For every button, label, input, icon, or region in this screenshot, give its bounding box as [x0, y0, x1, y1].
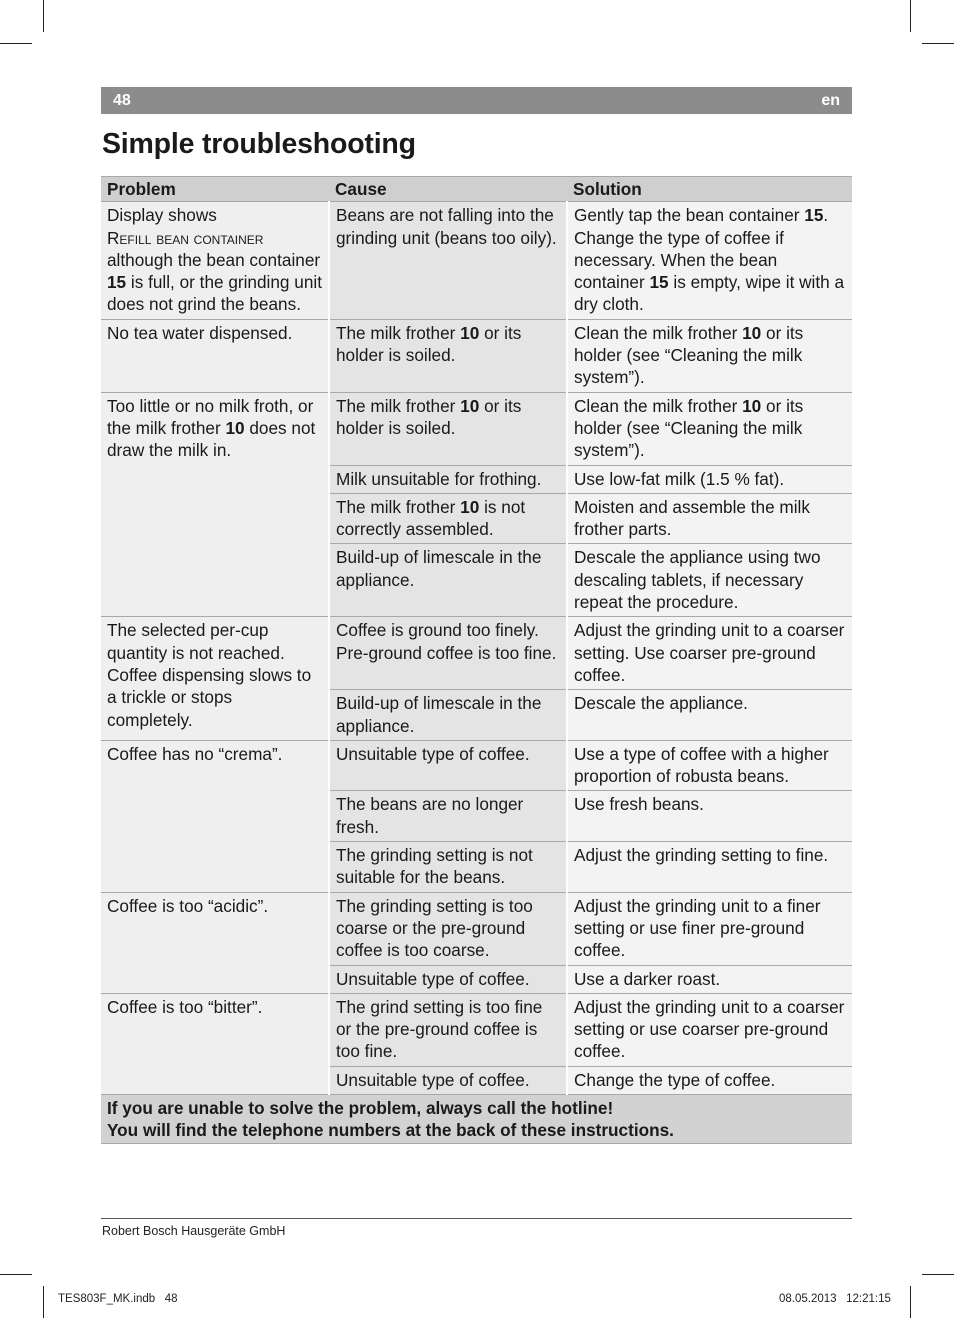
solution-cell: Adjust the grinding unit to a coarser setting or use coarser pre-ground coffee. [567, 993, 852, 1066]
cause-cell: The grinding setting is not suitable for the beans. [329, 842, 567, 893]
column-header-problem: Problem [101, 177, 329, 202]
cause-cell: The milk frother 10 or its holder is soiled. [329, 392, 567, 465]
cause-cell: Unsuitable type of coffee. [329, 740, 567, 791]
cause-cell: The grinding setting is too coarse or the pre-ground coffee is too coarse. [329, 892, 567, 965]
crop-mark [910, 0, 911, 32]
problem-cell: The selected per-cup quantity is not reached. Coffee dispensing slows to a trickle or stops completely. [101, 617, 329, 740]
crop-mark [43, 0, 44, 32]
cause-cell: Unsuitable type of coffee. [329, 965, 567, 993]
cause-cell: The milk frother 10 or its holder is soiled. [329, 319, 567, 392]
table-row [101, 617, 852, 690]
cause-cell: Coffee is ground too finely. Pre-ground coffee is too fine. [329, 617, 567, 690]
cause-cell: Beans are not falling into the grinding unit (beans too oily). [329, 202, 567, 319]
language-code: en [821, 92, 840, 109]
page-title: Simple troubleshooting [102, 128, 416, 160]
print-file-info: TES803F_MK.indb 48 [58, 1293, 178, 1305]
problem-cell: Coffee is too “acidic”. [101, 892, 329, 993]
solution-cell: Adjust the grinding unit to a finer setting or use finer pre-ground coffee. [567, 892, 852, 965]
print-timestamp: 08.05.2013 12:21:15 [779, 1293, 891, 1305]
solution-cell: Clean the milk frother 10 or its holder (see “Cleaning the milk system”). [567, 319, 852, 392]
solution-cell: Descale the appliance. [567, 690, 852, 741]
problem-cell: Display shows Refill bean container although the bean container 15 is full, or the grinding unit does not grind the beans. [101, 202, 329, 319]
cause-cell: Build-up of limescale in the appliance. [329, 690, 567, 741]
hotline-row [101, 1094, 852, 1143]
solution-cell: Use a type of coffee with a higher proportion of robusta beans. [567, 740, 852, 791]
display-message: Refill bean container [107, 227, 264, 248]
table-row [101, 202, 852, 319]
troubleshooting-table [101, 176, 852, 1144]
crop-mark [922, 43, 954, 44]
solution-cell: Use a darker roast. [567, 965, 852, 993]
column-header-solution: Solution [567, 177, 852, 202]
table-row [101, 392, 852, 465]
crop-mark [0, 1274, 32, 1275]
cause-cell: The milk frother 10 is not correctly assembled. [329, 493, 567, 544]
cause-cell: The grind setting is too fine or the pre-ground coffee is too fine. [329, 993, 567, 1066]
table-row [101, 892, 852, 965]
table-row [101, 993, 852, 1066]
solution-cell: Moisten and assemble the milk frother parts. [567, 493, 852, 544]
company-name: Robert Bosch Hausgeräte GmbH [102, 1224, 286, 1238]
solution-cell: Adjust the grinding unit to a coarser setting. Use coarser pre-ground coffee. [567, 617, 852, 690]
solution-cell: Descale the appliance using two descaling tablets, if necessary repeat the procedure. [567, 544, 852, 617]
crop-mark [910, 1286, 911, 1318]
table-header-row [101, 177, 852, 202]
solution-cell: Gently tap the bean container 15. Change the type of coffee if necessary. When the bean container 15 is empty, wipe it with a dry cloth. [567, 202, 852, 319]
footer-divider [101, 1218, 852, 1219]
problem-cell: Too little or no milk froth, or the milk frother 10 does not draw the milk in. [101, 392, 329, 617]
crop-mark [0, 43, 32, 44]
hotline-note: If you are unable to solve the problem, always call the hotline! You will find the telephone numbers at the back of these instructions. [101, 1094, 852, 1143]
problem-cell: Coffee has no “crema”. [101, 740, 329, 892]
cause-cell: Milk unsuitable for frothing. [329, 465, 567, 493]
page-header-bar [101, 87, 852, 114]
cause-cell: Build-up of limescale in the appliance. [329, 544, 567, 617]
problem-cell: Coffee is too “bitter”. [101, 993, 329, 1094]
solution-cell: Use fresh beans. [567, 791, 852, 842]
cause-cell: Unsuitable type of coffee. [329, 1066, 567, 1094]
page-number: 48 [113, 92, 131, 109]
solution-cell: Change the type of coffee. [567, 1066, 852, 1094]
solution-cell: Use low-fat milk (1.5 % fat). [567, 465, 852, 493]
cause-cell: The beans are no longer fresh. [329, 791, 567, 842]
crop-mark [43, 1286, 44, 1318]
solution-cell: Clean the milk frother 10 or its holder (see “Cleaning the milk system”). [567, 392, 852, 465]
problem-cell: No tea water dispensed. [101, 319, 329, 392]
column-header-cause: Cause [329, 177, 567, 202]
crop-mark [922, 1274, 954, 1275]
table-row [101, 319, 852, 392]
table-row [101, 740, 852, 791]
solution-cell: Adjust the grinding setting to fine. [567, 842, 852, 893]
